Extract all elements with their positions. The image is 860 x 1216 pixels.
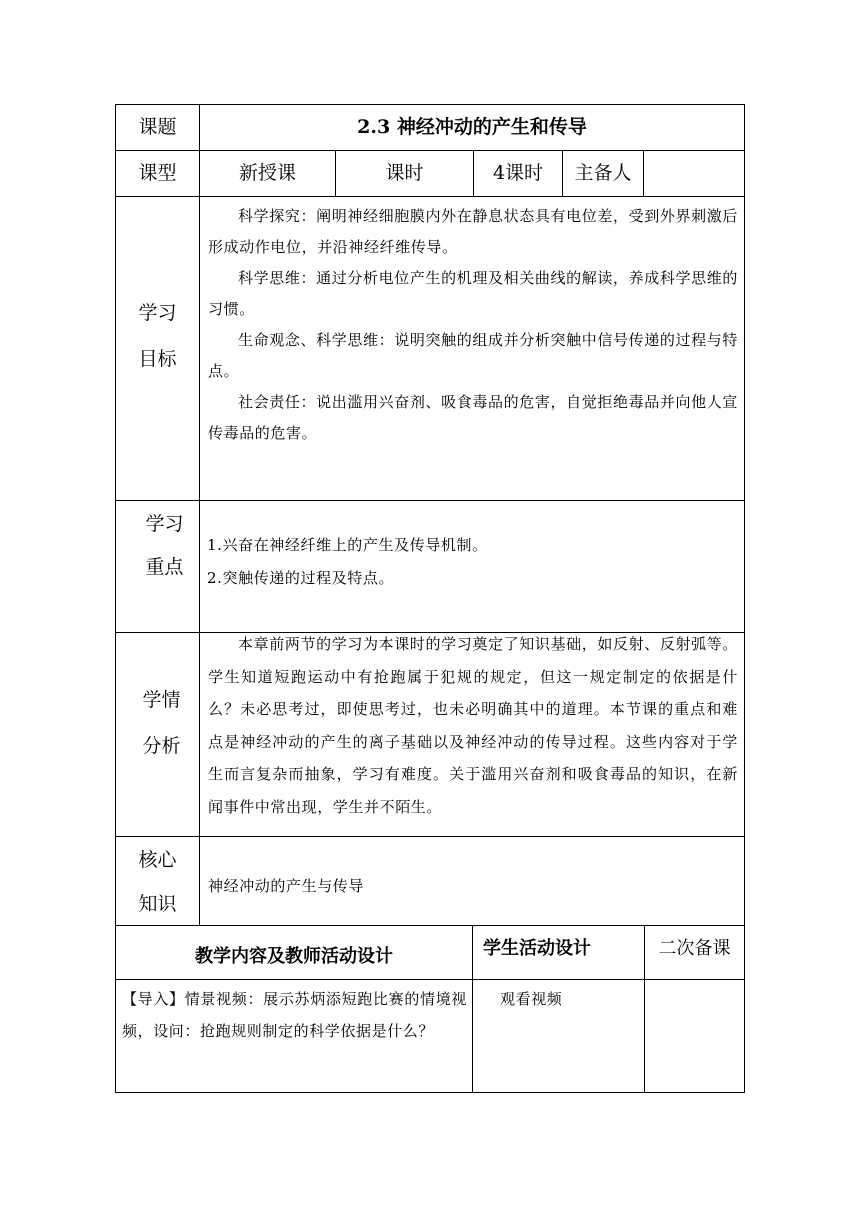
key-point-item: 2.突触传递的过程及特点。 [207, 569, 395, 587]
table-line [199, 104, 200, 925]
objectives-label-line1: 学习 [138, 302, 177, 324]
period-value: 4课时 [492, 162, 544, 184]
objective-item: 生命观念、科学思维：说明突触的组成并分析突触中信号传递的过程与特点。 [208, 331, 738, 380]
objectives-label-line2: 目标 [138, 348, 177, 370]
table-line [115, 196, 745, 197]
objective-item: 科学思维：通过分析电位产生的机理及相关曲线的解读，养成科学思维的习惯。 [208, 269, 738, 318]
lesson-title: 2.3 神经冲动的产生和传导 [357, 116, 587, 138]
objective-item: 社会责任：说出滥用兴奋剂、吸食毒品的危害，自觉拒绝毒品并向他人宣传毒品的危害。 [208, 393, 738, 442]
student-design-header: 学生活动设计 [483, 938, 591, 959]
analysis-label [116, 677, 199, 769]
table-line [115, 836, 745, 837]
type-value: 新授课 [238, 162, 296, 184]
student-activity: 观看视频 [500, 990, 563, 1008]
table-line [115, 500, 745, 501]
key-points-label [116, 503, 199, 589]
type-label: 课型 [138, 162, 177, 184]
key-points-label-line1: 学习 [145, 513, 184, 535]
preparer-value [644, 151, 744, 196]
core-label [116, 838, 199, 926]
table-line [115, 1092, 745, 1093]
objectives-label [116, 290, 199, 382]
objective-item: 科学探究：阐明神经细胞膜内外在静息状态具有电位差，受到外界刺激后形成动作电位，并沿神经纤维传导。 [208, 207, 738, 256]
analysis-content [208, 628, 738, 823]
core-content: 神经冲动的产生与传导 [208, 877, 365, 895]
core-label-line1: 核心 [138, 849, 177, 871]
table-line [744, 104, 745, 1093]
key-point-item: 1.兴奋在神经纤维上的产生及传导机制。 [207, 536, 488, 554]
key-points-content [207, 529, 737, 595]
teacher-activity: 【导入】情景视频：展示苏炳添短跑比赛的情境视频，设问：抢跑规则制定的科学依据是什么？ [122, 990, 467, 1040]
table-line [115, 925, 745, 926]
second-prep-header: 二次备课 [658, 938, 731, 959]
teacher-design-header: 教学内容及教师活动设计 [195, 946, 393, 967]
analysis-label-line1: 学情 [142, 689, 181, 711]
period-label: 课时 [385, 162, 424, 184]
objectives-content [208, 201, 738, 449]
analysis-label-line2: 分析 [142, 735, 181, 757]
table-line [115, 979, 745, 980]
title-label: 课题 [138, 116, 177, 138]
core-label-line2: 知识 [138, 893, 177, 915]
preparer-label: 主备人 [574, 162, 632, 184]
key-points-label-line2: 重点 [145, 556, 184, 578]
analysis-text: 本章前两节的学习为本课时的学习奠定了知识基础，如反射、反射弧等。学生知道短跑运动中有抢跑属于犯规的规定，但这一规定制定的依据是什么？未必思考过，即使思考过，也未必明确其中的道理。本节课的重点和难点是神经冲动的产生的离子基础以及神经冲动的传导过程。这些内容对于学生而言复杂而抽象，学习有难度。关于滥用兴奋剂和吸食毒品的知识，在新闻事件中常出现，学生并不陌生。 [208, 635, 738, 816]
